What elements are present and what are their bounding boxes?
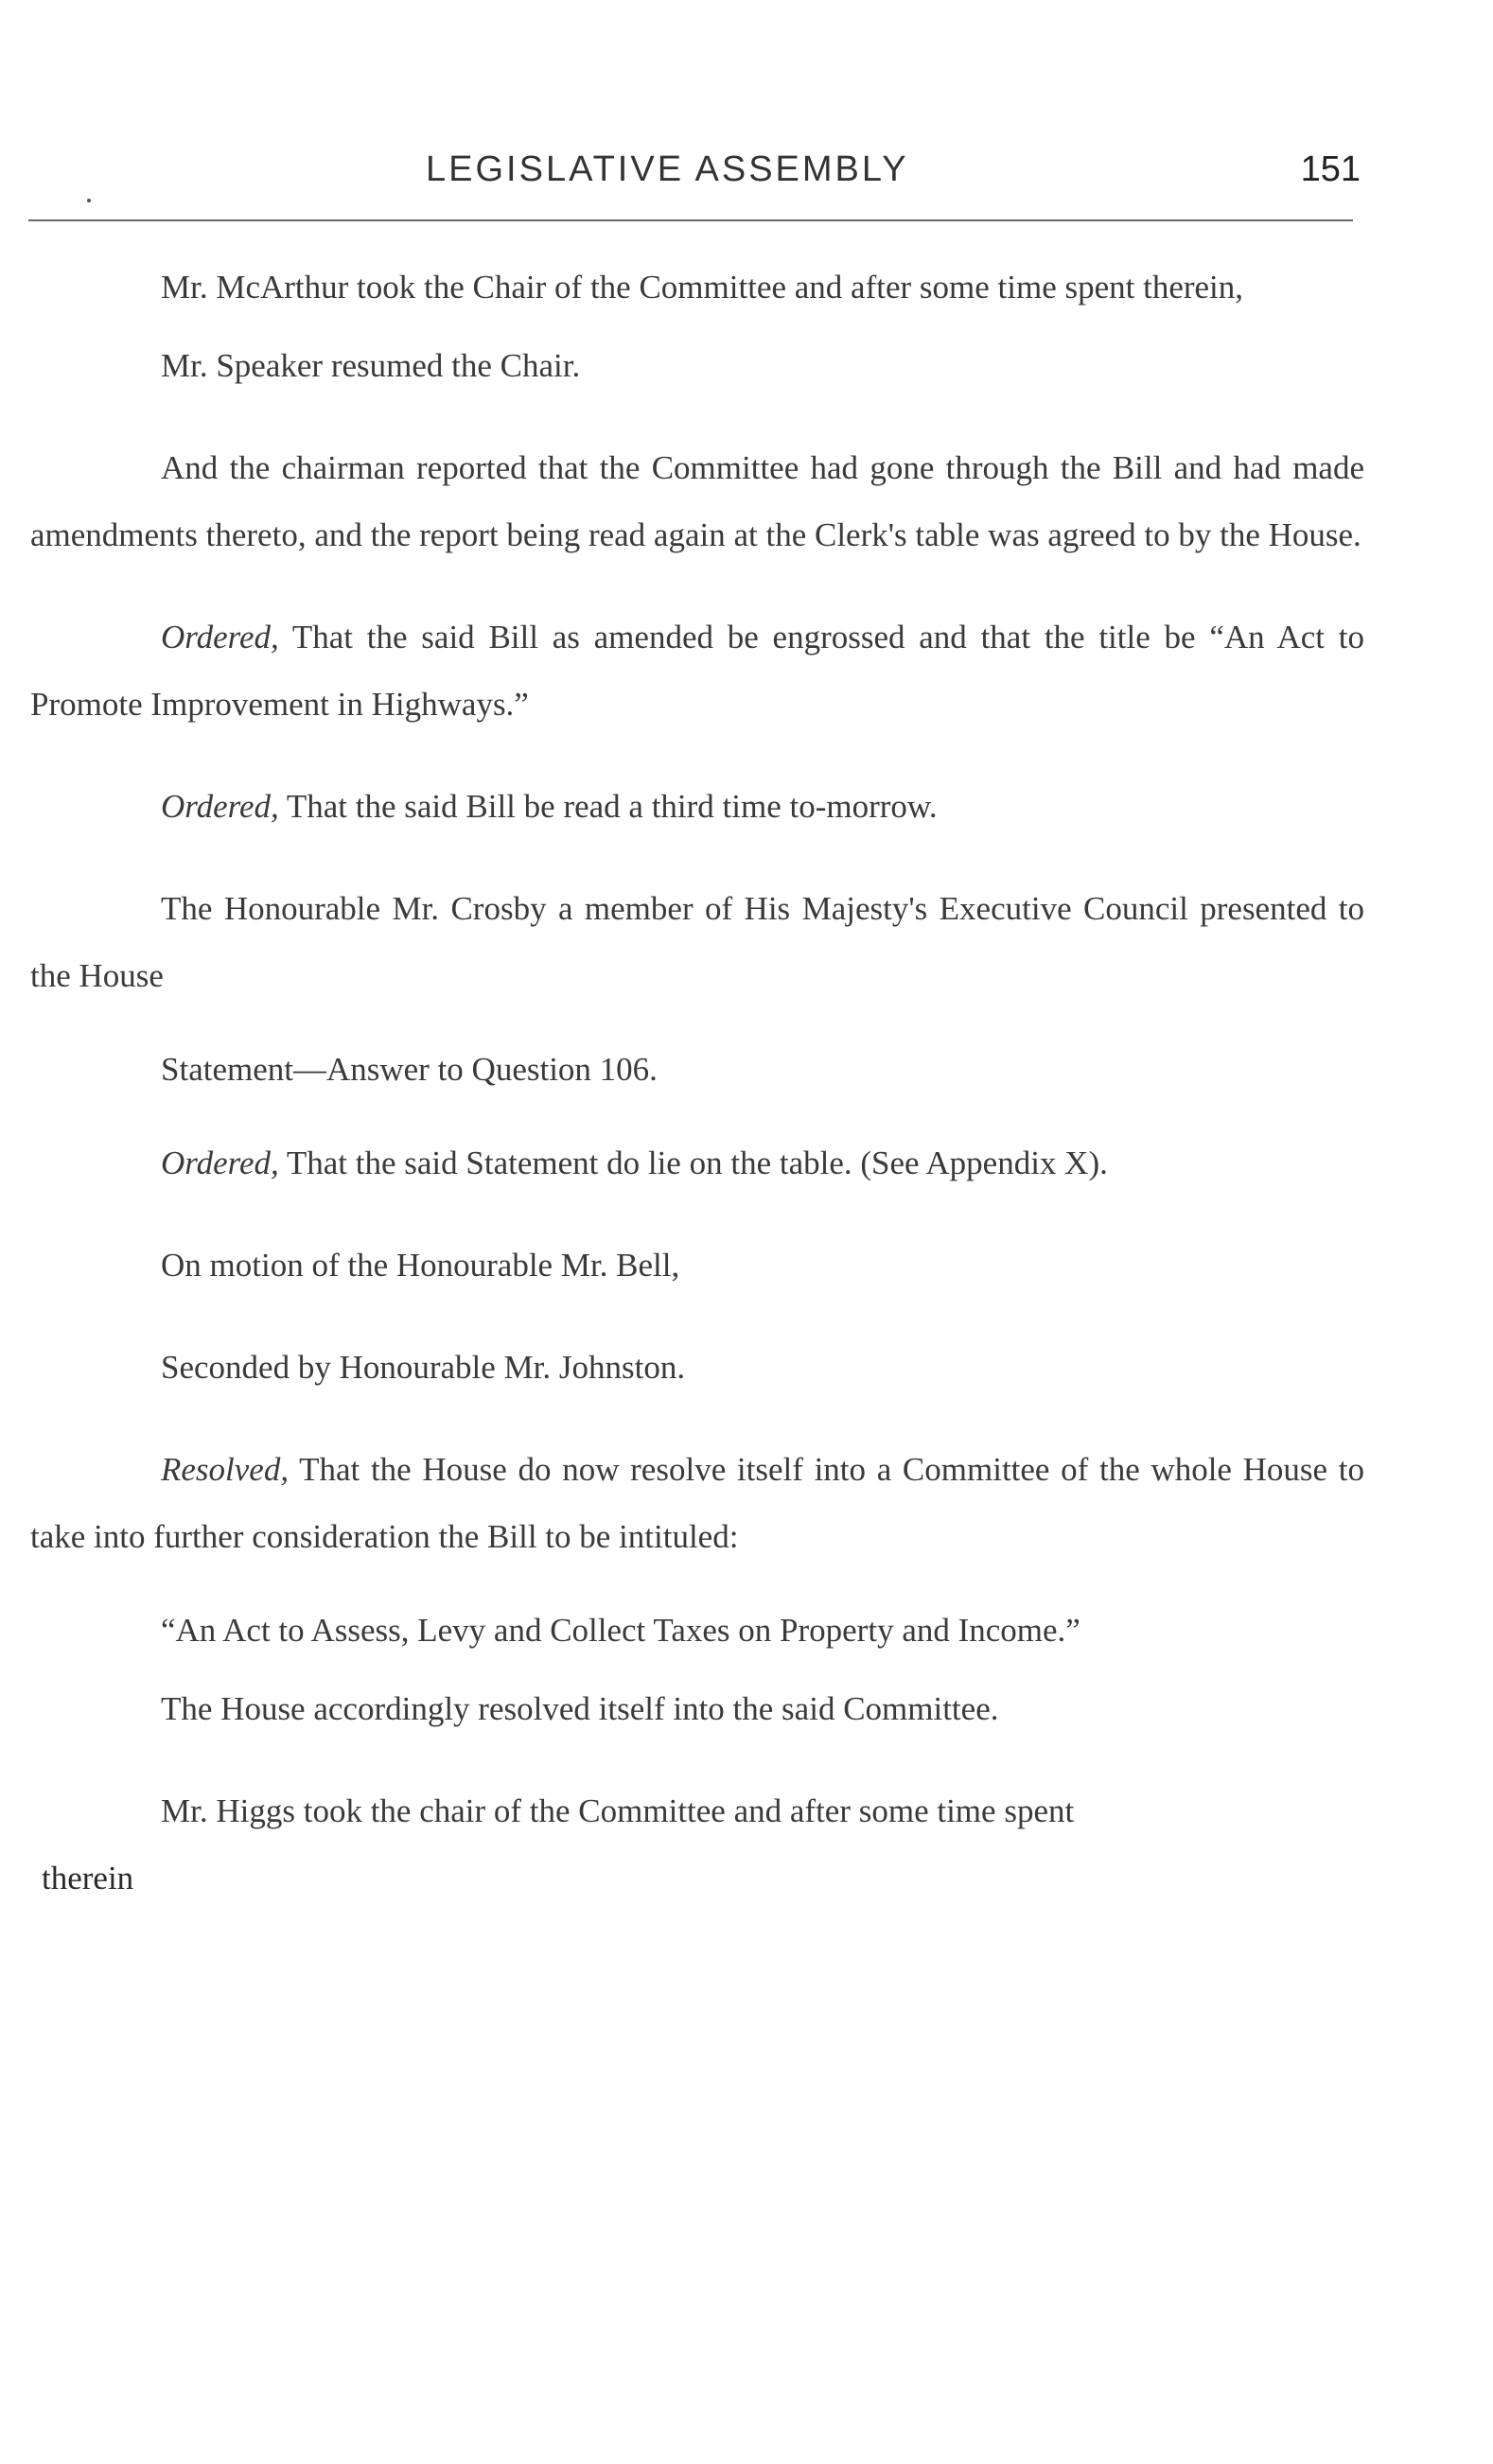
- paragraph-higgs-chair: [30, 1777, 1364, 1844]
- paragraph-chairman-reported: [30, 434, 1364, 568]
- paragraph-ordered-third-reading: [30, 773, 1364, 840]
- paragraph-text: That the said Bill as amended be engrossed and that the title be “An Act to Promote Improvement in Highways.”: [30, 619, 1364, 723]
- paragraph-text: That the House do now resolve itself into a Committee of the whole House to take into further consideration the Bill to be intituled:: [30, 1451, 1364, 1555]
- paragraph-text: That the said Statement do lie on the table. (See Appendix X).: [278, 1145, 1108, 1181]
- paragraph-therein: [30, 1844, 1364, 1912]
- rule-mark: [87, 199, 91, 202]
- paragraph-text: Mr. Higgs took the chair of the Committee and after some time spent: [161, 1792, 1075, 1829]
- body-text: [30, 253, 1364, 1912]
- paragraph-text: Statement—Answer to Question 106.: [161, 1051, 658, 1088]
- paragraph-text: Seconded by Honourable Mr. Johnston.: [161, 1349, 686, 1386]
- paragraph-text: Mr. McArthur took the Chair of the Committee and after some time spent therein,: [161, 269, 1244, 306]
- paragraph-text: And the chairman reported that the Committee had gone through the Bill and had made amendments thereto, and the report being read again at the Clerk's table was agreed to by the House.: [30, 449, 1364, 553]
- paragraph-speaker-resumed: [30, 332, 1364, 399]
- paragraph-statement: [30, 1036, 1364, 1103]
- paragraph-ordered-lie-on-table: [30, 1129, 1364, 1197]
- paragraph-text: The Honourable Mr. Crosby a member of His Majesty's Executive Council presented to the House: [30, 890, 1364, 994]
- running-title: LEGISLATIVE ASSEMBLY: [426, 149, 909, 189]
- page-number: 151: [1300, 149, 1361, 189]
- header-rule: [28, 219, 1353, 221]
- paragraph-text: “An Act to Assess, Levy and Collect Taxes on Property and Income.”: [161, 1612, 1080, 1649]
- paragraph-text: That the said Bill be read a third time to-morrow.: [278, 788, 938, 825]
- paragraph-text: On motion of the Honourable Mr. Bell,: [161, 1247, 680, 1284]
- ordered-lead: Ordered,: [161, 619, 279, 655]
- paragraph-ordered-engrossed: [30, 603, 1364, 738]
- paragraph-text: The House accordingly resolved itself into the said Committee.: [161, 1690, 999, 1727]
- paragraph-crosby-presented: [30, 875, 1364, 1009]
- paragraph-seconded: [30, 1334, 1364, 1401]
- resolved-lead: Resolved,: [161, 1451, 290, 1488]
- paragraph-text: Mr. Speaker resumed the Chair.: [161, 347, 581, 384]
- running-head: [0, 142, 1493, 199]
- paragraph-text: therein: [42, 1860, 134, 1896]
- paragraph-act-title: [30, 1597, 1364, 1664]
- paragraph-resolved: [30, 1436, 1364, 1570]
- paragraph-motion: [30, 1232, 1364, 1299]
- paragraph-house-resolved: [30, 1675, 1364, 1742]
- ordered-lead: Ordered,: [161, 1145, 279, 1181]
- paragraph-committee-chair: [30, 253, 1364, 321]
- ordered-lead: Ordered,: [161, 788, 279, 825]
